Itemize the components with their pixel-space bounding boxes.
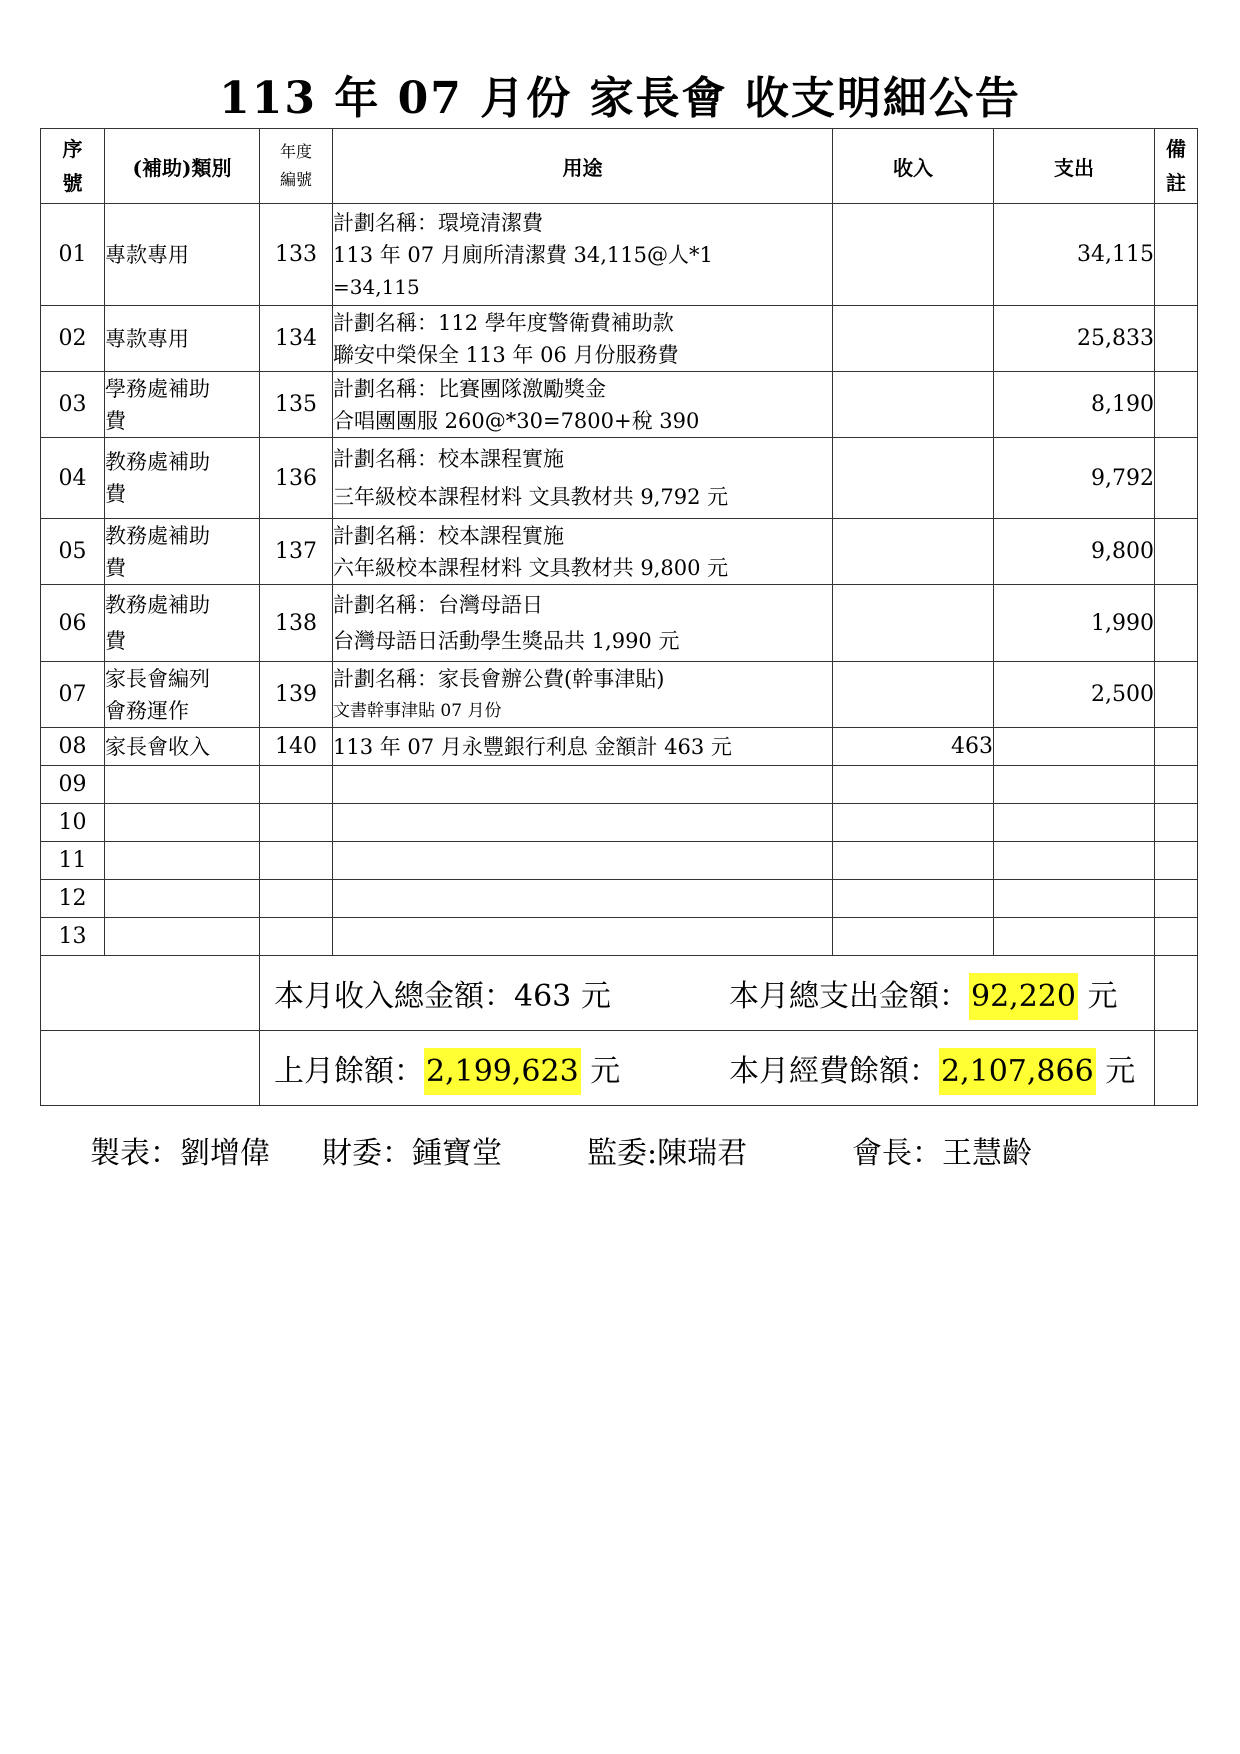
yearno-cell: 133: [260, 204, 333, 306]
category-cell: 學務處補助 費: [105, 372, 260, 438]
col-yearno-header: 年度 編號: [260, 129, 333, 204]
expense-cell: 25,833: [994, 306, 1155, 372]
purpose-cell: 計劃名稱：校本課程實施 六年級校本課程材料 文具教材共 9,800 元: [333, 519, 833, 585]
col-category-header: (補助)類別: [105, 129, 260, 204]
income-cell: [833, 204, 994, 306]
col-income-header: 收入: [833, 129, 994, 204]
header-row: [41, 129, 1198, 204]
remark-cell: [1155, 662, 1198, 728]
seq-cell: 10: [41, 804, 105, 842]
col-purpose-header: 用途: [333, 129, 833, 204]
income-cell: [833, 585, 994, 662]
current-balance-highlight: 2,107,866: [939, 1048, 1096, 1095]
category-cell: 家長會收入: [105, 728, 260, 766]
seq-cell: 04: [41, 438, 105, 519]
table-row: [41, 204, 1198, 306]
category-cell: 家長會編列 會務運作: [105, 662, 260, 728]
seq-cell: 09: [41, 766, 105, 804]
purpose-cell: 計劃名稱：校本課程實施 三年級校本課程材料 文具教材共 9,792 元: [333, 438, 833, 519]
table-row: [41, 519, 1198, 585]
col-expense-header: 支出: [994, 129, 1155, 204]
month-expense: 本月總支出金額：92,220 元: [729, 971, 1118, 1015]
seq-cell: 07: [41, 662, 105, 728]
table-row-empty: [41, 804, 1198, 842]
yearno-cell: 137: [260, 519, 333, 585]
remark-cell: [1155, 204, 1198, 306]
previous-balance: 上月餘額：2,199,623 元: [274, 1046, 729, 1090]
table-row-empty: [41, 880, 1198, 918]
summary-balance-cell: [260, 1031, 1155, 1106]
category-cell: 專款專用: [105, 204, 260, 306]
seq-cell: 12: [41, 880, 105, 918]
table-row-empty: [41, 918, 1198, 956]
seq-cell: 05: [41, 519, 105, 585]
yearno-cell: 138: [260, 585, 333, 662]
seq-cell: 06: [41, 585, 105, 662]
seq-cell: 11: [41, 842, 105, 880]
current-balance: 本月經費餘額：2,107,866 元: [729, 1046, 1135, 1090]
signer-president: 會長：王慧齡: [852, 1136, 1032, 1171]
signer-supervisor: 監委:陳瑞君: [587, 1136, 748, 1171]
seq-cell: 03: [41, 372, 105, 438]
income-cell: [833, 306, 994, 372]
page-title: 113 年 07 月份 家長會 收支明細公告: [219, 73, 1021, 124]
table-row: [41, 438, 1198, 519]
yearno-cell: 140: [260, 728, 333, 766]
signer-finance: 財委：鍾寶堂: [322, 1136, 502, 1171]
table-row-empty: [41, 766, 1198, 804]
expense-total-highlight: 92,220: [969, 973, 1078, 1020]
yearno-cell: 135: [260, 372, 333, 438]
month-income: 本月收入總金額：463 元: [274, 979, 611, 1014]
summary-row-month: [41, 956, 1198, 1031]
signer-maker: 製表：劉增偉: [90, 1136, 270, 1171]
remark-cell: [1155, 585, 1198, 662]
remark-cell: [1155, 519, 1198, 585]
remark-cell: [1155, 372, 1198, 438]
table-row: [41, 662, 1198, 728]
purpose-cell: 計劃名稱：台灣母語日 台灣母語日活動學生獎品共 1,990 元: [333, 585, 833, 662]
income-cell: [833, 372, 994, 438]
purpose-cell: 113 年 07 月永豐銀行利息 金額計 463 元: [333, 728, 833, 766]
summary-row-balance: [41, 1031, 1198, 1106]
seq-cell: 02: [41, 306, 105, 372]
seq-cell: 13: [41, 918, 105, 956]
purpose-cell: 計劃名稱：112 學年度警衛費補助款 聯安中榮保全 113 年 06 月份服務費: [333, 306, 833, 372]
table-row: [41, 728, 1198, 766]
table-row: [41, 306, 1198, 372]
remark-cell: [1155, 728, 1198, 766]
table-row-empty: [41, 842, 1198, 880]
expense-cell: 34,115: [994, 204, 1155, 306]
category-cell: 教務處補助 費: [105, 585, 260, 662]
purpose-cell: 計劃名稱：比賽團隊激勵獎金 合唱團團服 260@*30=7800+稅 390: [333, 372, 833, 438]
col-seq-header: 序 號: [41, 129, 105, 204]
seq-cell: 08: [41, 728, 105, 766]
expense-cell: 9,792: [994, 438, 1155, 519]
category-cell: 教務處補助 費: [105, 519, 260, 585]
table-row: [41, 372, 1198, 438]
ledger-table: [40, 128, 1198, 1106]
expense-cell: 9,800: [994, 519, 1155, 585]
income-cell: [833, 662, 994, 728]
table-row: [41, 585, 1198, 662]
purpose-cell: 計劃名稱：家長會辦公費(幹事津貼) 文書幹事津貼 07 月份: [333, 662, 833, 728]
yearno-cell: 136: [260, 438, 333, 519]
expense-cell: 1,990: [994, 585, 1155, 662]
remark-cell: [1155, 438, 1198, 519]
previous-balance-highlight: 2,199,623: [424, 1048, 581, 1095]
expense-cell: 8,190: [994, 372, 1155, 438]
income-cell: 463: [833, 728, 994, 766]
summary-month-cell: [260, 956, 1155, 1031]
seq-cell: 01: [41, 204, 105, 306]
income-cell: [833, 438, 994, 519]
yearno-cell: 134: [260, 306, 333, 372]
category-cell: 教務處補助 費: [105, 438, 260, 519]
remark-cell: [1155, 306, 1198, 372]
yearno-cell: 139: [260, 662, 333, 728]
expense-cell: 2,500: [994, 662, 1155, 728]
purpose-cell: 計劃名稱：環境清潔費 113 年 07 月廁所清潔費 34,115@人*1 =34,115: [333, 204, 833, 306]
expense-cell: [994, 728, 1155, 766]
category-cell: 專款專用: [105, 306, 260, 372]
income-cell: [833, 519, 994, 585]
col-remark-header: 備 註: [1155, 129, 1198, 204]
